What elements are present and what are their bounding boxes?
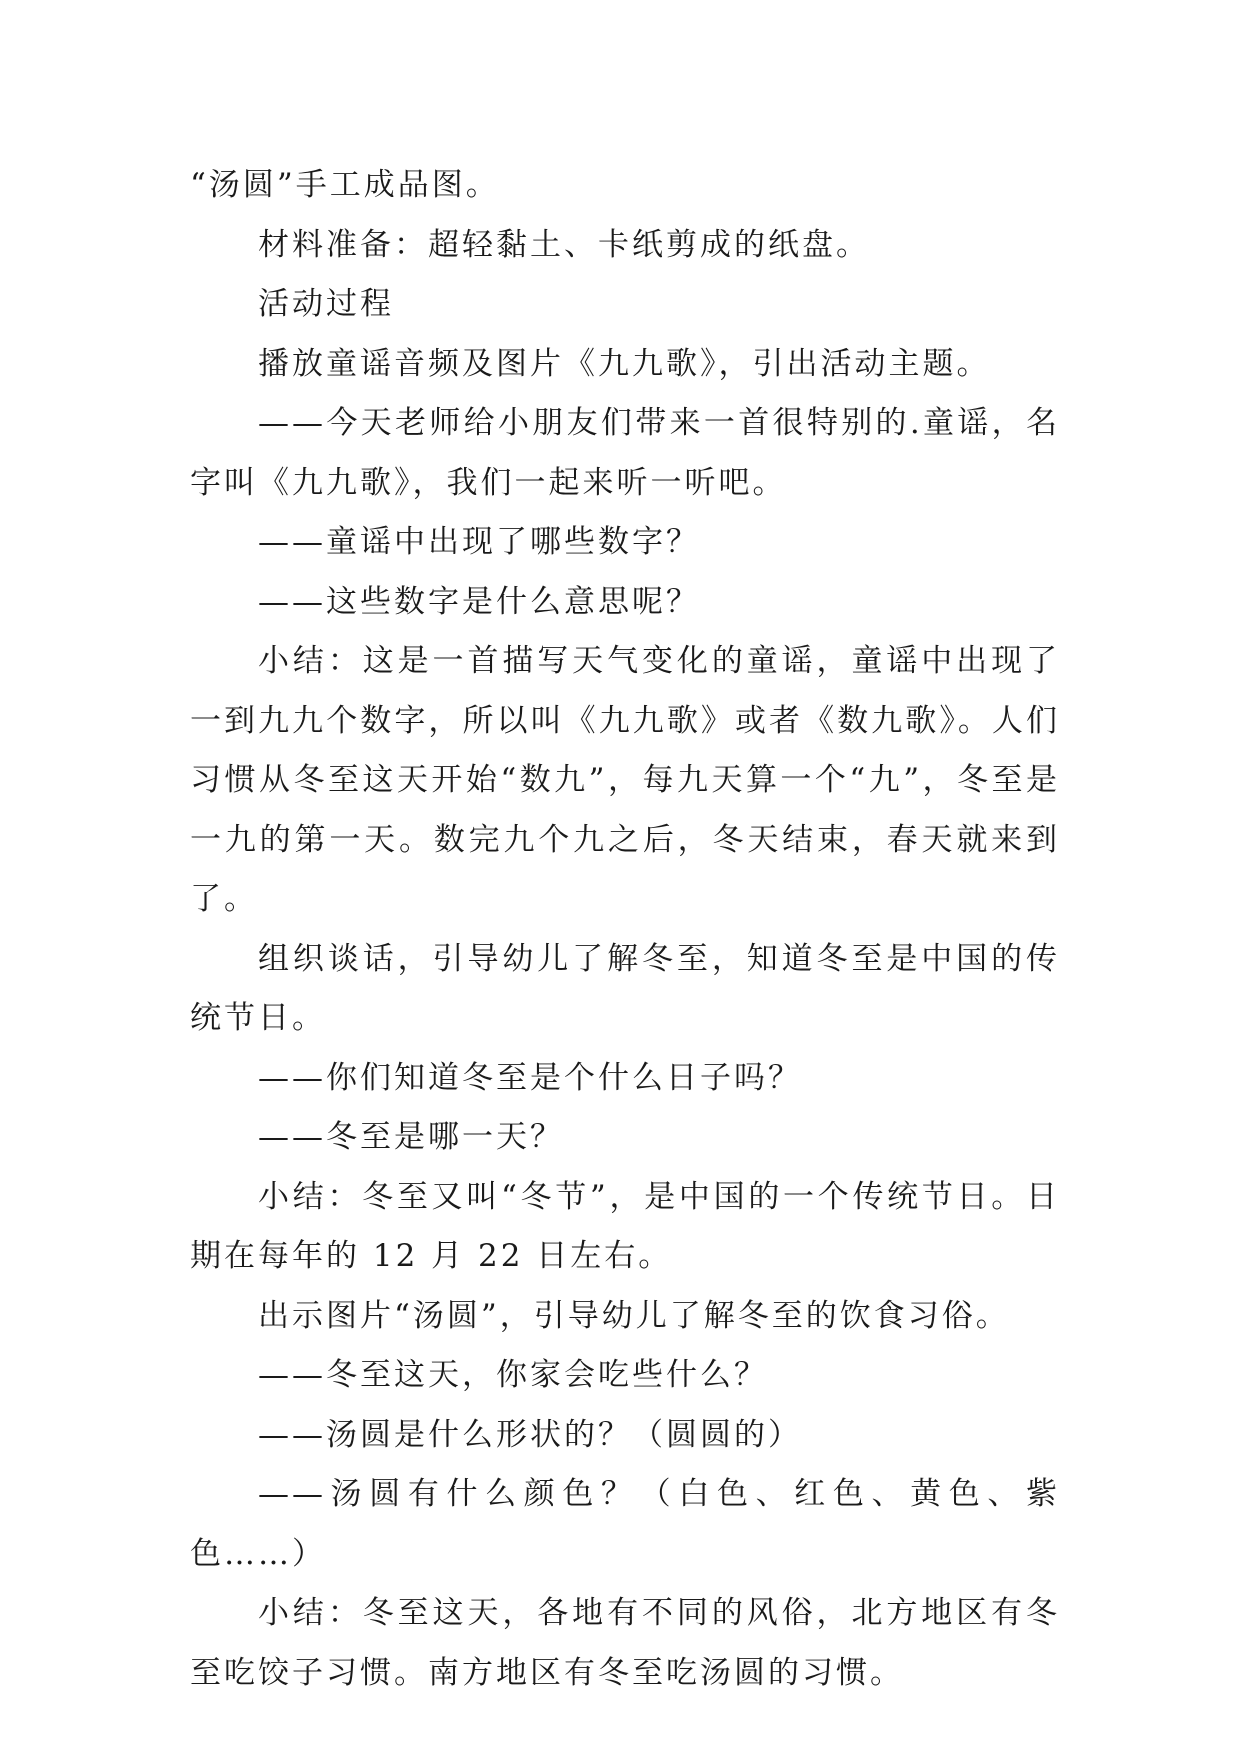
paragraph-question-meaning: ——这些数字是什么意思呢？	[258, 583, 700, 620]
paragraph-summary-winter-solstice: 小结：冬至又叫“冬节”，是中国的一个传统节日。日期在每年的 12 月 22 日左右。	[190, 1178, 1060, 1274]
paragraph-question-color: ——汤圆有什么颜色？（白色、红色、黄色、紫色……）	[190, 1476, 1060, 1572]
paragraph-question-which-day: ——冬至是哪一天？	[258, 1119, 564, 1155]
paragraph-question-what-eat: ——冬至这天，你家会吃些什么？	[258, 1357, 768, 1393]
paragraph-summary-shujiu: 小结：这是一首描写天气变化的童谣，童谣中出现了一到九九个数字，所以叫《九九歌》或者《数九歌》。人们习惯从冬至这天开始“数九”，每九天算一个“九”，冬至是一九的第一天。数完九个九之后，冬天结束，春天就来到了。	[190, 643, 1060, 917]
paragraph-question-what-day: ——你们知道冬至是个什么日子吗？	[258, 1059, 802, 1096]
paragraph-question-shape: ——汤圆是什么形状的？（圆圆的）	[258, 1416, 802, 1453]
document-body	[190, 156, 1060, 1703]
paragraph-show-tangyuan-image: 出示图片“汤圆”，引导幼儿了解冬至的饮食习俗。	[258, 1297, 1010, 1334]
paragraph-activity-process-heading: 活动过程	[258, 286, 394, 322]
paragraph-summary-customs: 小结：冬至这天，各地有不同的风俗，北方地区有冬至吃饺子习惯。南方地区有冬至吃汤圆的习惯。	[190, 1595, 1060, 1691]
paragraph-organize-discussion: 组织谈话，引导幼儿了解冬至，知道冬至是中国的传统节日。	[190, 940, 1060, 1036]
paragraph-materials: 材料准备：超轻黏土、卡纸剪成的纸盘。	[258, 226, 870, 263]
paragraph-teacher-intro-rhyme: ——今天老师给小朋友们带来一首很特别的.童谣，名字叫《九九歌》，我们一起来听一听吧。	[190, 405, 1060, 501]
paragraph-question-numbers: ——童谣中出现了哪些数字？	[258, 524, 700, 560]
paragraph-craft-image-caption: “汤圆”手工成品图。	[190, 167, 500, 203]
paragraph-play-nursery-rhyme: 播放童谣音频及图片《九九歌》，引出活动主题。	[258, 345, 991, 382]
